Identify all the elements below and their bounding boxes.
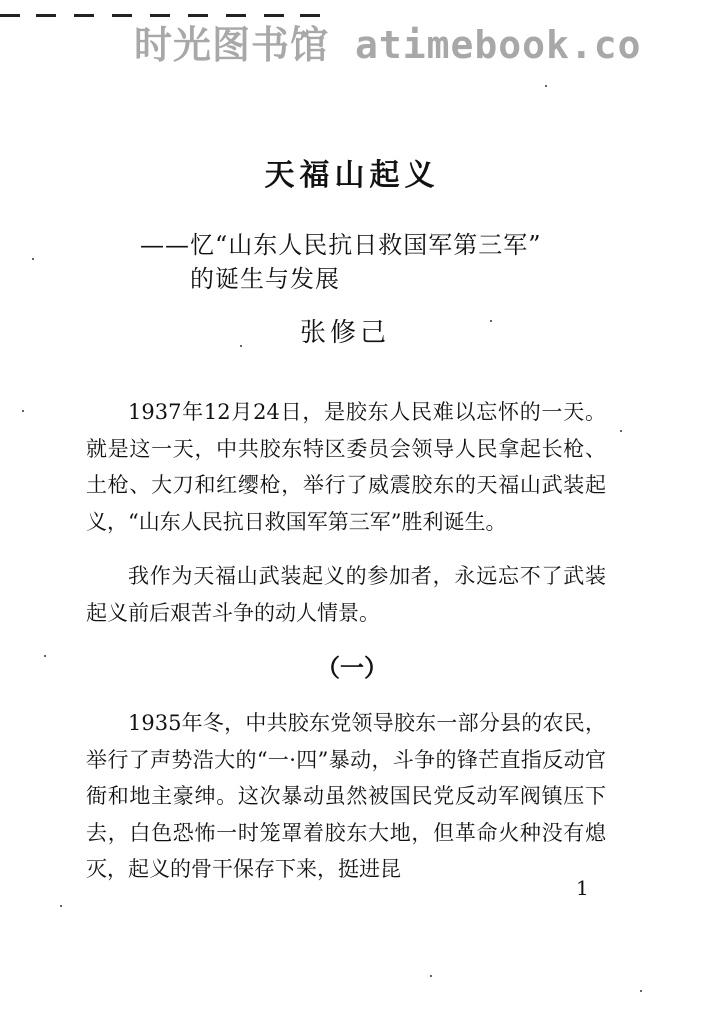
section-heading: （一） [316, 653, 388, 682]
article-subtitle-line2: 的诞生与发展 [190, 265, 340, 293]
paragraph-2-text: 我作为天福山武装起义的参加者，永远忘不了武装起义前后艰苦斗争的动人情景。 [86, 564, 606, 625]
scan-speck [430, 975, 432, 977]
scan-speck [640, 990, 642, 992]
scan-speck [620, 430, 622, 432]
paragraph-1-text: 1937年12月24日，是胶东人民难以忘怀的一天。就是这一天，中共胶东特区委员会领导人民拿起长枪、土枪、大刀和红缨枪，举行了威震胶东的天福山武装起义，“山东人民抗日救国军第三军”胜利诞生。 [86, 400, 606, 534]
scan-speck [22, 410, 24, 412]
scan-speck [32, 258, 34, 260]
watermark-domain: atimebook.co [355, 23, 642, 67]
article-title: 天福山起义 [264, 158, 440, 193]
scan-speck [490, 320, 492, 322]
page-number: 1 [576, 876, 589, 900]
scan-speck [60, 905, 62, 907]
paragraph-2 [86, 558, 606, 631]
paragraph-1 [86, 394, 606, 540]
scan-speck [545, 85, 547, 87]
watermark-site-name: 时光图书馆 [134, 23, 330, 67]
article-author: 张修己 [300, 318, 391, 348]
watermark [134, 14, 642, 69]
scan-speck [240, 345, 242, 347]
article-subtitle-line1: ——忆“山东人民抗日救国军第三军” [140, 231, 542, 259]
paragraph-3-text: 1935年冬，中共胶东党领导胶东一部分县的农民，举行了声势浩大的“一·四”暴动，斗争的锋芒直指反动官衙和地主豪绅。这次暴动虽然被国民党反动军阀镇压下去，白色恐怖一时笼罩着胶东大地，但革命火种没有熄灭，起义的骨干保存下来，挺进昆 [86, 711, 606, 881]
paragraph-3 [86, 705, 606, 888]
scan-speck [44, 655, 46, 657]
